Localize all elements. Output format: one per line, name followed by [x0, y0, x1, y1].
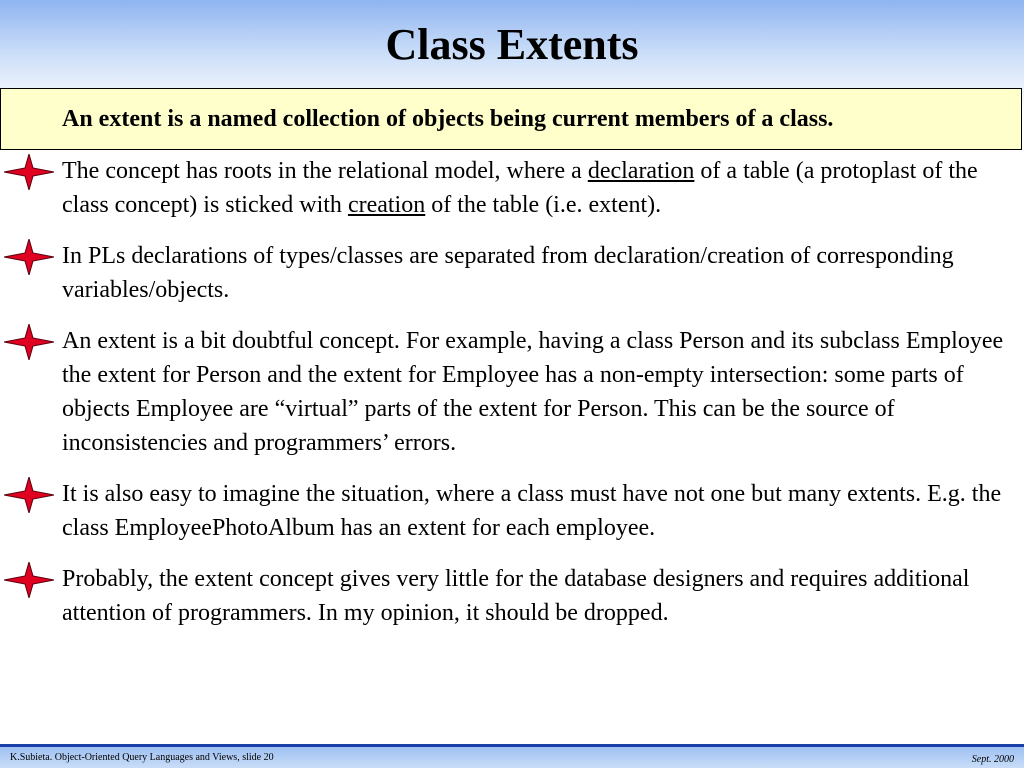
four-point-star-icon — [4, 154, 54, 190]
four-point-star-icon — [4, 477, 54, 513]
footer-credit: K.Subieta. Object-Oriented Query Languages and Views, slide 20 — [10, 752, 274, 763]
footer-date: Sept. 2000 — [971, 754, 1014, 765]
slide-title: Class Extents — [385, 20, 639, 69]
bullet-text: An extent is a bit doubtful concept. For example, having a class Person and its subclass Employee the extent for Person and the extent for Employee has a non-empty intersection: some parts of objects Employee are “virtual” parts of the extent for Person. This can be the source of inconsistencies and programmers’ errors. — [62, 328, 1004, 456]
bullet-text: In PLs declarations of types/classes are separated from declaration/creation of corresponding variables/objects. — [62, 243, 954, 303]
four-point-star-icon — [4, 324, 54, 360]
bullet-text: It is also easy to imagine the situation, where a class must have not one but many extents. E.g. the class EmployeePhotoAlbum has an extent for each employee. — [62, 481, 1002, 541]
four-point-star-icon — [4, 239, 54, 275]
four-point-star-icon — [4, 562, 54, 598]
creation-term: creation — [347, 192, 426, 218]
declaration-term: declaration — [587, 158, 695, 184]
definition-text: An extent is a named collection of objects being current members of a class. — [62, 106, 834, 132]
bullet-text: Probably, the extent concept gives very little for the database designers and requires additional attention of programmers. In my opinion, it should be dropped. — [62, 566, 970, 626]
bullet-text: The concept has roots in the relational model, where a declaration of a table (a protoplast of the class concept) is sticked with creation of the table (i.e. extent). — [62, 158, 978, 218]
